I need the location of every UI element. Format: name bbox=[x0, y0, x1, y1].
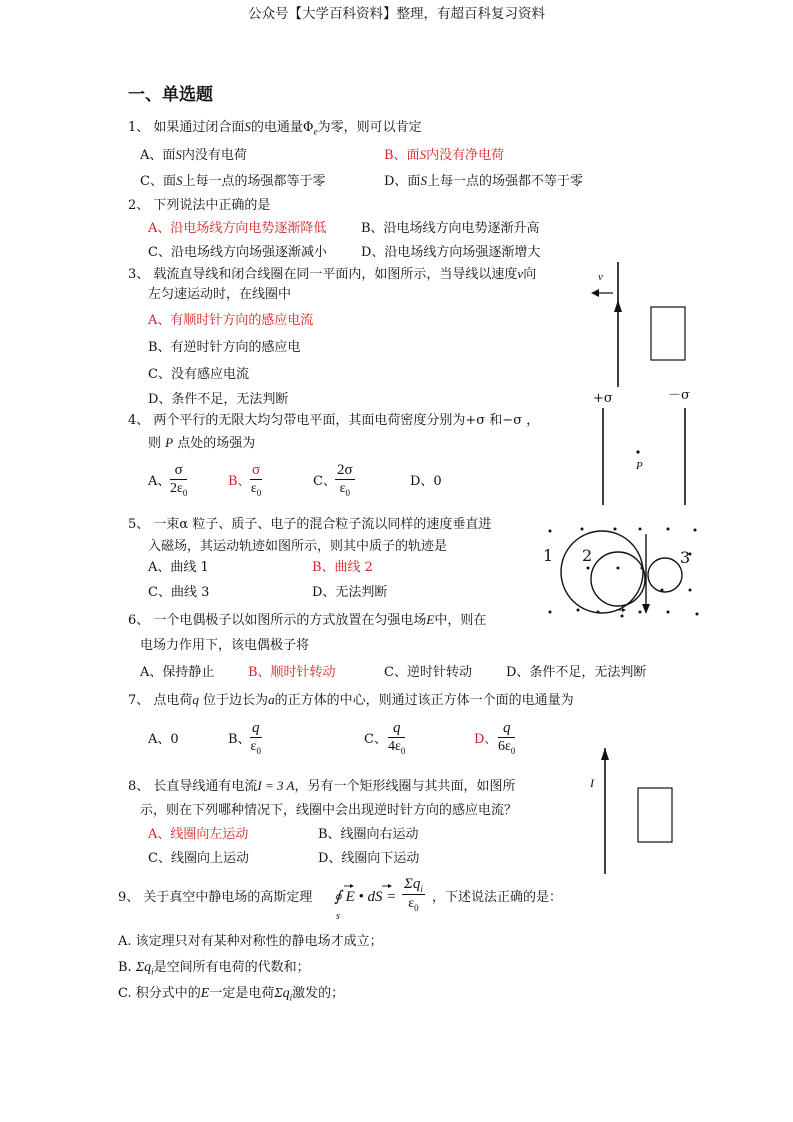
q8-option-d: D、线圈向下运动 bbox=[318, 851, 420, 866]
q9-stem-a: 9、 关于真空中静电场的高斯定理 bbox=[118, 890, 313, 905]
q7-option-b-fraction: q $\varepsilon_0$ bbox=[250, 720, 261, 756]
curve-label-3: 3 bbox=[680, 548, 691, 567]
q7-stem: 7、 点电荷q 位于边长为a的正方体的中心，则通过该正方体一个面的电通量为 bbox=[128, 692, 574, 708]
q4-option-a-fraction: σ $2\varepsilon_0$ bbox=[170, 462, 188, 498]
page-header: 公众号【大学百科资料】整理，有超百科复习资料 bbox=[248, 6, 545, 22]
gauss-formula-lhs: ∮ E • dS = bbox=[334, 889, 397, 905]
current-arrow-icon bbox=[614, 300, 622, 312]
q8-option-a: A、线圈向左运动 bbox=[148, 827, 249, 842]
plus-sigma-label: +σ bbox=[593, 391, 613, 406]
gauss-formula-fraction: $\Sigma q_i$ $\varepsilon_0$ bbox=[404, 876, 423, 913]
q2-option-d: D、沿电场线方向场强逐渐增大 bbox=[361, 245, 541, 260]
q1-option-a: A、面S内没有电荷 bbox=[140, 147, 247, 163]
coil-rect bbox=[638, 788, 672, 842]
q1-option-c: C、面S上每一点的场强都等于零 bbox=[140, 173, 326, 189]
q5-option-d: D、无法判断 bbox=[312, 585, 388, 600]
q6-stem-1: 6、 一个电偶极子以如图所示的方式放置在匀强电场E中，则在 bbox=[128, 612, 487, 628]
vector-arrow-icon bbox=[382, 883, 392, 889]
q4-option-a-label: A、 bbox=[148, 474, 171, 489]
q8-option-b: B、线圈向右运动 bbox=[318, 827, 419, 842]
q5-stem-2: 入磁场，其运动轨迹如图所示，则其中质子的轨迹是 bbox=[148, 539, 448, 554]
vector-arrow-icon bbox=[344, 883, 354, 889]
q1-stem bbox=[128, 119, 422, 137]
q8-figure bbox=[590, 748, 680, 878]
q5-option-b: B、曲线 2 bbox=[312, 560, 373, 575]
q3-figure bbox=[585, 262, 705, 402]
q3-option-b: B、有逆时针方向的感应电 bbox=[148, 340, 301, 355]
sub-e: e bbox=[313, 126, 318, 137]
q2-option-c: C、沿电场线方向场强逐渐减小 bbox=[148, 245, 327, 260]
q8-stem-2: 示，则在下列哪种情况下，线圈中会出现逆时针方向的感应电流？ bbox=[140, 803, 518, 818]
q7-option-c-fraction: q $4\varepsilon_0$ bbox=[388, 720, 406, 756]
q5-option-c: C、曲线 3 bbox=[148, 585, 210, 600]
q9-option-c: C. 积分式中的E一定是电荷$\Sigma q_i$激发的； bbox=[118, 986, 345, 1003]
q3-stem-1: 3、 载流直导线和闭合线圈在同一平面内，如图所示，当导线以速度v向 bbox=[128, 266, 537, 282]
q5-option-a: A、曲线 1 bbox=[148, 560, 209, 575]
minus-sigma-label: －σ bbox=[668, 388, 690, 403]
trajectory-3 bbox=[648, 558, 682, 592]
q4-option-c-fraction: 2σ $\varepsilon_0$ bbox=[337, 462, 353, 498]
q4-stem-2: 则 P 点处的场强为 bbox=[148, 435, 256, 451]
current-label: I bbox=[590, 776, 594, 790]
vector-arrow-icon bbox=[616, 607, 626, 613]
point-p bbox=[636, 450, 639, 453]
q1-stem-text-3: 为零，则可以肯定 bbox=[317, 120, 422, 135]
q2-stem: 2、 下列说法中正确的是 bbox=[128, 198, 271, 213]
trajectory-2 bbox=[591, 552, 645, 606]
q7-option-c-label: C、 bbox=[364, 732, 387, 747]
q6-option-b: B、顺时针转动 bbox=[248, 665, 336, 680]
q2-option-a: A、沿电场线方向电势逐渐降低 bbox=[148, 221, 327, 236]
q3-option-a: A、有顺时针方向的感应电流 bbox=[148, 313, 314, 328]
q6-option-c: C、逆时针转动 bbox=[384, 665, 472, 680]
section-title: 一、单选题 bbox=[128, 85, 213, 105]
q1-option-b: B、面S内没有净电荷 bbox=[384, 147, 505, 163]
q5-stem-1: 5、 一束α 粒子、质子、电子的混合粒子流以同样的速度垂直进 bbox=[128, 517, 492, 532]
q3-option-c: C、没有感应电流 bbox=[148, 367, 249, 382]
velocity-arrow-icon bbox=[591, 289, 599, 297]
q1-stem-text-2: 的电通量Φ bbox=[250, 120, 314, 135]
q7-option-a: A、0 bbox=[148, 732, 179, 747]
coil-rect bbox=[651, 307, 685, 360]
curve-label-1: 1 bbox=[543, 546, 554, 565]
q7-option-d-label: D、 bbox=[474, 732, 498, 747]
q1-stem-text: 1、 如果通过闭合面 bbox=[128, 120, 245, 135]
q7-option-d-fraction: q $6\varepsilon_0$ bbox=[498, 720, 516, 756]
q3-stem-2: 左匀速运动时，在线圈中 bbox=[148, 287, 292, 302]
q6-option-a: A、保持静止 bbox=[140, 665, 215, 680]
q7-option-b-label: B、 bbox=[228, 732, 251, 747]
current-arrow-icon bbox=[601, 748, 609, 760]
gauss-formula-surface: s bbox=[336, 911, 340, 922]
point-p-label: P bbox=[636, 460, 643, 472]
q1-option-d: D、面S上每一点的场强都不等于零 bbox=[384, 173, 583, 189]
q9-option-b: B. $\Sigma q_i$是空间所有电荷的代数和； bbox=[118, 960, 310, 977]
q3-option-d: D、条件不足，无法判断 bbox=[148, 392, 289, 407]
q6-stem-2: 电场力作用下，该电偶极子将 bbox=[140, 638, 310, 653]
q4-stem-1: 4、 两个平行的无限大均匀带电平面，其面电荷密度分别为+σ 和−σ ， bbox=[128, 413, 540, 428]
q9-stem-b: ，下述说法正确的是： bbox=[432, 890, 563, 905]
magnetic-field-dots bbox=[549, 528, 699, 618]
q6-option-d: D、条件不足，无法判断 bbox=[506, 665, 647, 680]
q4-option-b-label: B、 bbox=[228, 474, 251, 489]
q9-option-a: A. 该定理只对有某种对称性的静电场才成立； bbox=[118, 934, 383, 949]
q8-stem-1: 8、 长直导线通有电流I = 3 A，另有一个矩形线圈与其共面，如图所 bbox=[128, 778, 516, 794]
entry-arrow-icon bbox=[642, 604, 650, 614]
q4-figure bbox=[595, 408, 695, 508]
q8-option-c: C、线圈向上运动 bbox=[148, 851, 249, 866]
var-s: S bbox=[244, 119, 251, 134]
curve-label-2: 2 bbox=[582, 546, 593, 565]
q4-option-b-fraction: σ $\varepsilon_0$ bbox=[250, 462, 262, 498]
q3-fig-v-label: v bbox=[598, 271, 603, 283]
q2-option-b: B、沿电场线方向电势逐渐升高 bbox=[361, 221, 540, 236]
q4-option-d: D、0 bbox=[410, 474, 442, 489]
q4-option-c-label: C、 bbox=[313, 474, 336, 489]
